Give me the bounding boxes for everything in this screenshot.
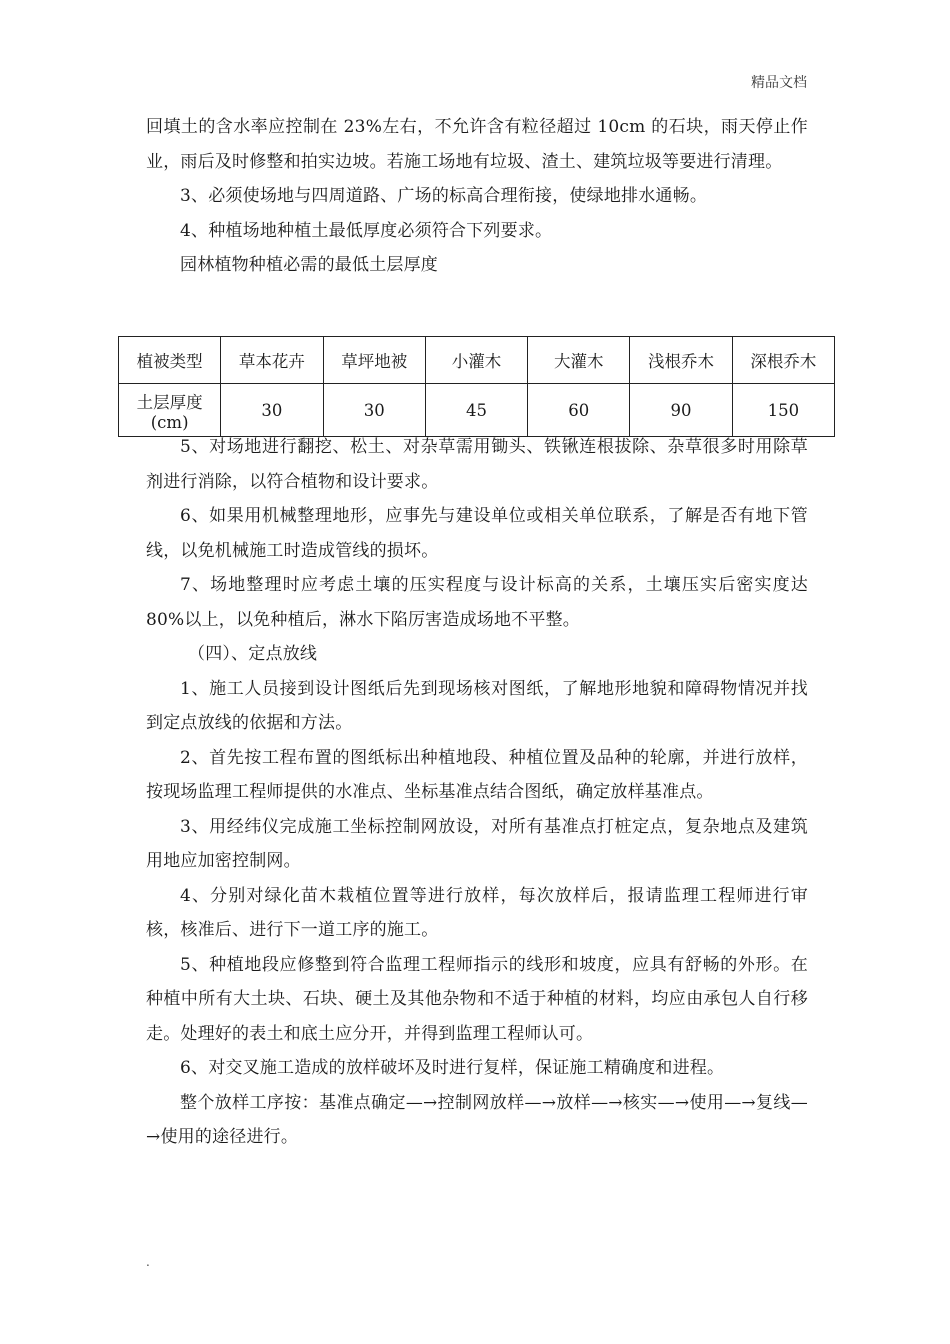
table-header-cell: 小灌木 <box>425 337 527 384</box>
table-cell: 30 <box>323 384 425 437</box>
table-cell: 150 <box>732 384 834 437</box>
paragraph: 5、对场地进行翻挖、松土、对杂草需用锄头、铁锹连根拔除、杂草很多时用除草剂进行消除，以符合植物和设计要求。 <box>146 437 808 492</box>
table-header-cell: 植被类型 <box>119 337 221 384</box>
table-cell: 30 <box>221 384 323 437</box>
table-row <box>119 384 835 437</box>
paragraph: 6、如果用机械整理地形，应事先与建设单位或相关单位联系，了解是否有地下管线，以免机械施工时造成管线的损坏。 <box>146 506 808 561</box>
table-cell: 90 <box>630 384 732 437</box>
paragraph: 1、施工人员接到设计图纸后先到现场核对图纸，了解地形地貌和障碍物情况并找到定点放线的依据和方法。 <box>146 678 808 733</box>
table-header-cell: 大灌木 <box>528 337 630 384</box>
table-header-row <box>119 337 835 384</box>
paragraph: 6、对交叉施工造成的放样破坏及时进行复样，保证施工精确度和进程。 <box>180 1058 725 1078</box>
paragraph: 4、种植场地种植土最低厚度必须符合下列要求。 <box>180 220 553 241</box>
section-heading: （四）、定点放线 <box>188 644 318 664</box>
table-header-cell: 草坪地被 <box>323 337 425 384</box>
paragraph: 回填土的含水率应控制在 23%左右，不允许含有粒径超过 10cm 的石块，雨天停止作业，雨后及时修整和拍实边坡。若施工场地有垃圾、渣土、建筑垃圾等要进行清理。 <box>146 117 808 172</box>
paragraph: 5、种植地段应修整到符合监理工程师指示的线形和坡度，应具有舒畅的外形。在种植中所有大土块、石块、硬土及其他杂物和不适于种植的材料，均应由承包人自行移走。处理好的表土和底土应分开，并得到监理工程师认可。 <box>146 954 808 1044</box>
paragraph: 3、用经纬仪完成施工坐标控制网放设，对所有基准点打桩定点，复杂地点及建筑用地应加密控制网。 <box>146 816 808 871</box>
table-cell: 60 <box>528 384 630 437</box>
body-text-top <box>146 110 808 283</box>
table-cell: 45 <box>425 384 527 437</box>
page-footer-mark: . <box>146 1255 150 1269</box>
table-cell: 土层厚度(cm) <box>119 384 221 437</box>
table-header-cell: 浅根乔木 <box>630 337 732 384</box>
paragraph: 4、分别对绿化苗木栽植位置等进行放样，每次放样后，报请监理工程师进行审核，核准后、进行下一道工序的施工。 <box>146 885 808 940</box>
soil-thickness-table <box>118 336 835 437</box>
table-header-cell: 深根乔木 <box>732 337 834 384</box>
paragraph: 3、必须使场地与四周道路、广场的标高合理衔接，使绿地排水通畅。 <box>180 186 708 206</box>
page-header: 精品文档 <box>751 75 807 91</box>
table-caption: 园林植物种植必需的最低土层厚度 <box>180 255 438 275</box>
body-text-bottom <box>146 430 808 1155</box>
paragraph: 整个放样工序按：基准点确定—→控制网放样—→放样—→核实—→使用—→复线—→使用的途径进行。 <box>146 1092 808 1147</box>
paragraph: 2、首先按工程布置的图纸标出种植地段、种植位置及品种的轮廓，并进行放样，按现场监理工程师提供的水准点、坐标基准点结合图纸，确定放样基准点。 <box>146 747 808 802</box>
paragraph: 7、场地整理时应考虑土壤的压实程度与设计标高的关系，土壤压实后密实度达 80%以上，以免种植后，淋水下陷厉害造成场地不平整。 <box>146 575 808 630</box>
table-header-cell: 草本花卉 <box>221 337 323 384</box>
